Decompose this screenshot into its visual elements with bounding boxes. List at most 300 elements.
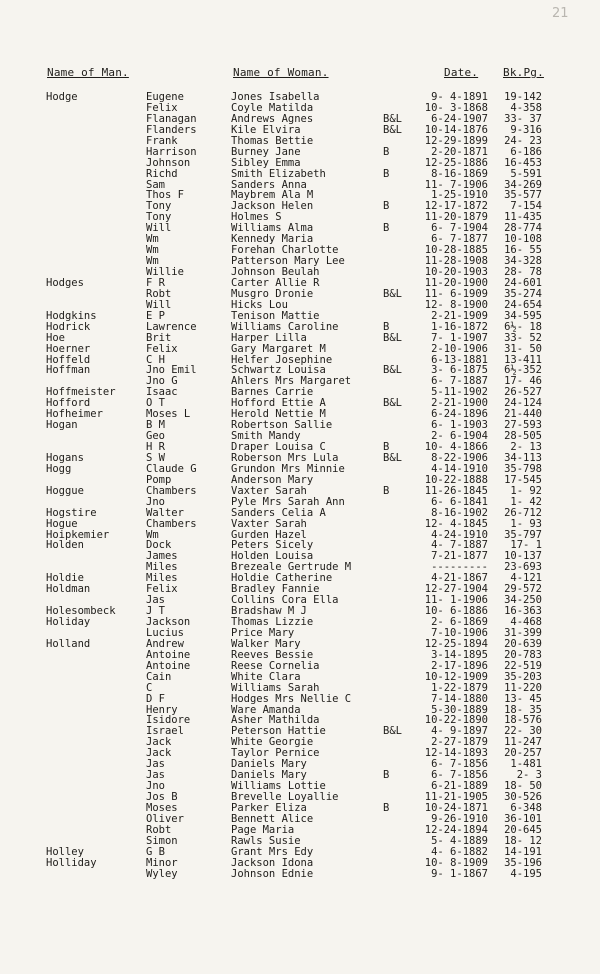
book-page: 34-250	[504, 594, 542, 607]
book-page: 33- 52	[504, 331, 542, 344]
man-given-name: Sam	[146, 178, 165, 191]
man-given-name: Antoine	[146, 659, 191, 672]
woman-name: Andrews Agnes	[231, 112, 314, 125]
record-flag: B&L	[383, 397, 402, 410]
marriage-date: 4-21-1867	[431, 572, 488, 585]
woman-name: Gurden Hazel	[231, 528, 307, 541]
woman-name: Thomas Lizzie	[231, 616, 314, 628]
woman-name: Tenison Mattie	[231, 309, 320, 322]
man-surname: Holdie	[46, 572, 84, 585]
woman-name: Smith Elizabeth	[231, 167, 326, 180]
man-given-name: Isidore	[146, 714, 191, 727]
book-page: 1-481	[510, 758, 542, 771]
marriage-date: 10- 6-1886	[424, 605, 488, 618]
woman-name: Brevelle Loyallie	[231, 791, 339, 803]
man-given-name: Jos B	[146, 791, 178, 803]
man-surname: Hoffman	[46, 364, 91, 377]
man-given-name: Jno Emil	[146, 364, 197, 377]
record-row	[0, 694, 600, 705]
record-flag: B&L	[383, 123, 402, 136]
man-surname: Hoffeld	[46, 353, 91, 366]
man-given-name: Wm	[146, 244, 159, 257]
man-given-name: F R	[146, 276, 165, 289]
man-given-name: Wyley	[146, 867, 178, 880]
book-page: 1- 93	[510, 517, 542, 530]
woman-name: Grant Mrs Edy	[231, 845, 314, 858]
marriage-date: 10-20-1903	[424, 266, 488, 278]
book-page: 35-797	[504, 528, 542, 541]
book-page: 6½-352	[504, 364, 542, 377]
marriage-date: 1-25-1910	[431, 189, 488, 202]
book-page: 10-108	[504, 233, 542, 246]
man-given-name: Jas	[146, 594, 165, 607]
book-page: 1- 42	[510, 495, 542, 508]
marriage-date: 12-24-1894	[424, 823, 488, 836]
marriage-date: 12-25-1894	[424, 637, 488, 650]
man-given-name: Flanders	[146, 123, 197, 136]
book-page: 16-453	[504, 156, 542, 169]
woman-name: Holden Louisa	[231, 550, 314, 563]
woman-name: Rawls Susie	[231, 834, 301, 847]
marriage-date: 11-21-1905	[424, 791, 488, 803]
man-given-name: H R	[146, 441, 165, 453]
marriage-date: 10-24-1871	[424, 801, 488, 814]
marriage-date: 10- 8-1909	[424, 856, 488, 869]
book-page: 17- 1	[510, 539, 542, 552]
book-page: 35-196	[504, 856, 542, 869]
marriage-date: 6-21-1889	[431, 780, 488, 793]
woman-name: Johnson Beulah	[231, 266, 320, 278]
man-given-name: Will	[146, 222, 172, 235]
book-page: 22- 30	[504, 725, 542, 738]
man-surname: Holesombeck	[46, 605, 116, 618]
man-given-name: Claude G	[146, 462, 197, 475]
man-given-name: Wm	[146, 233, 159, 246]
marriage-date: 6-24-1907	[431, 112, 488, 125]
man-given-name: Lawrence	[146, 320, 197, 333]
marriage-date: 11- 7-1906	[424, 178, 488, 191]
marriage-date: 9-26-1910	[431, 812, 488, 825]
record-row	[0, 158, 600, 169]
woman-name: White Clara	[231, 670, 301, 683]
marriage-date: 10- 4-1866	[424, 441, 488, 453]
book-page: 20-639	[504, 637, 542, 650]
marriage-date: 12- 8-1900	[424, 298, 488, 311]
man-given-name: Simon	[146, 834, 178, 847]
book-page: 11-435	[504, 211, 542, 224]
woman-name: Grundon Mrs Minnie	[231, 462, 345, 475]
marriage-date: 2-10-1906	[431, 342, 488, 355]
woman-name: Bennett Alice	[231, 812, 314, 825]
man-given-name: Robt	[146, 287, 172, 300]
record-flag: B&L	[383, 725, 402, 738]
book-page: 21-440	[504, 408, 542, 421]
record-flag: B&L	[383, 112, 402, 125]
record-flag: B	[383, 320, 390, 333]
woman-name: Parker Eliza	[231, 801, 307, 814]
woman-name: Peterson Hattie	[231, 725, 326, 738]
book-page: 35-274	[504, 287, 542, 300]
man-surname: Hofford	[46, 397, 91, 410]
book-page: 26-527	[504, 386, 542, 399]
man-given-name: Chambers	[146, 484, 197, 497]
marriage-date: 7-14-1880	[431, 692, 488, 705]
man-given-name: Harrison	[146, 145, 197, 158]
column-header-row	[0, 66, 600, 82]
book-page: 16- 55	[504, 244, 542, 257]
marriage-date: 6- 7-1856	[431, 758, 488, 771]
woman-name: Brezeale Gertrude M	[231, 561, 352, 574]
man-surname: Holliday	[46, 856, 97, 869]
marriage-date: 12-27-1904	[424, 583, 488, 596]
man-given-name: Minor	[146, 856, 178, 869]
record-row	[0, 672, 600, 683]
book-page: 24-124	[504, 397, 542, 410]
marriage-date: 2- 6-1904	[431, 430, 488, 443]
record-flag: B	[383, 484, 390, 497]
man-given-name: Moses L	[146, 408, 191, 421]
woman-name: Jackson Helen	[231, 200, 314, 213]
woman-name: Williams Alma	[231, 222, 314, 235]
woman-name: Patterson Mary Lee	[231, 255, 345, 268]
book-page: 29-572	[504, 583, 542, 596]
marriage-date: 5- 4-1889	[431, 834, 488, 847]
marriage-date: 6- 1-1903	[431, 419, 488, 432]
man-given-name: Felix	[146, 101, 178, 114]
marriage-date: 9- 4-1891	[431, 91, 488, 103]
woman-name: Bradley Fannie	[231, 583, 320, 596]
record-row	[0, 858, 600, 869]
woman-name: Ahlers Mrs Margaret	[231, 375, 352, 388]
book-page: 18- 50	[504, 780, 542, 793]
man-given-name: Miles	[146, 572, 178, 585]
book-page: 24-601	[504, 276, 542, 289]
man-given-name: Jackson	[146, 616, 191, 628]
man-given-name: Wm	[146, 255, 159, 268]
marriage-date: 7- 1-1907	[431, 331, 488, 344]
book-page: 16-363	[504, 605, 542, 618]
record-row	[0, 147, 600, 158]
marriage-date: 10-22-1890	[424, 714, 488, 727]
book-page: 14-191	[504, 845, 542, 858]
man-given-name: E P	[146, 309, 165, 322]
record-flag: B	[383, 200, 390, 213]
marriage-date: 6-24-1896	[431, 408, 488, 421]
woman-name: Ware Amanda	[231, 703, 301, 716]
record-flag: B	[383, 222, 390, 235]
marriage-date: 11-20-1900	[424, 276, 488, 289]
marriage-date: 6- 7-1877	[431, 233, 488, 246]
book-page: 17- 46	[504, 375, 542, 388]
man-surname: Hogg	[46, 462, 72, 475]
man-given-name: Dock	[146, 539, 172, 552]
man-given-name: Felix	[146, 342, 178, 355]
marriage-date: 8-16-1902	[431, 506, 488, 519]
header-date: Date.	[444, 66, 479, 79]
marriage-date: 4- 7-1887	[431, 539, 488, 552]
record-flag: B&L	[383, 331, 402, 344]
book-page: 34-113	[504, 451, 542, 464]
book-page: 1- 92	[510, 484, 542, 497]
header-name-of-woman: Name of Woman.	[233, 66, 329, 79]
woman-name: Williams Caroline	[231, 320, 339, 333]
marriage-date: 10-12-1909	[424, 670, 488, 683]
woman-name: Page Maria	[231, 823, 295, 836]
marriage-date: 10-22-1888	[424, 473, 488, 486]
marriage-date: 3- 6-1875	[431, 364, 488, 377]
man-given-name: Geo	[146, 430, 165, 443]
man-surname: Holland	[46, 637, 91, 650]
marriage-date: 4-14-1910	[431, 462, 488, 475]
record-flag: B	[383, 167, 390, 180]
man-given-name: G B	[146, 845, 165, 858]
book-page: 11-220	[504, 681, 542, 694]
book-page: 31- 50	[504, 342, 542, 355]
marriage-record-list	[0, 92, 600, 880]
book-page: 36-101	[504, 812, 542, 825]
man-surname: Hogue	[46, 517, 78, 530]
marriage-date: 7-10-1906	[431, 626, 488, 639]
record-flag: B	[383, 145, 390, 158]
man-surname: Hoe	[46, 331, 65, 344]
marriage-date: 12-25-1886	[424, 156, 488, 169]
woman-name: Sibley Emma	[231, 156, 301, 169]
man-given-name: Flanagan	[146, 112, 197, 125]
woman-name: Vaxter Sarah	[231, 517, 307, 530]
man-surname: Holley	[46, 845, 84, 858]
marriage-date: 6- 7-1904	[431, 222, 488, 235]
marriage-date: 11-26-1845	[424, 484, 488, 497]
woman-name: Price Mary	[231, 626, 295, 639]
marriage-date: 9- 1-1867	[431, 867, 488, 880]
page-number: 21	[552, 6, 569, 21]
woman-name: Daniels Mary	[231, 758, 307, 771]
book-page: 22-519	[504, 659, 542, 672]
marriage-date: 8-22-1906	[431, 451, 488, 464]
marriage-date: 4-24-1910	[431, 528, 488, 541]
man-surname: Hoffmeister	[46, 386, 116, 399]
book-page: 31-399	[504, 626, 542, 639]
man-surname: Hodrick	[46, 320, 91, 333]
man-given-name: Tony	[146, 211, 172, 224]
woman-name: Reese Cornelia	[231, 659, 320, 672]
record-flag: B&L	[383, 451, 402, 464]
marriage-date: 10-14-1876	[424, 123, 488, 136]
marriage-date: 2- 6-1869	[431, 616, 488, 628]
book-page: 30-526	[504, 791, 542, 803]
woman-name: Daniels Mary	[231, 769, 307, 782]
man-given-name: Brit	[146, 331, 172, 344]
man-given-name: B M	[146, 419, 165, 432]
record-row	[0, 519, 600, 530]
book-page: 34-595	[504, 309, 542, 322]
man-given-name: Isaac	[146, 386, 178, 399]
man-given-name: Andrew	[146, 637, 184, 650]
woman-name: Sanders Anna	[231, 178, 307, 191]
book-page: 4-468	[510, 616, 542, 628]
man-given-name: Miles	[146, 561, 178, 574]
woman-name: Jones Isabella	[231, 91, 320, 103]
book-page: 7-154	[510, 200, 542, 213]
book-page: 11-247	[504, 736, 542, 749]
man-given-name: S W	[146, 451, 165, 464]
man-surname: Hogan	[46, 419, 78, 432]
book-page: 4-195	[510, 867, 542, 880]
book-page: 2- 13	[510, 441, 542, 453]
book-page: 6-186	[510, 145, 542, 158]
marriage-date: 2-21-1900	[431, 397, 488, 410]
woman-name: Anderson Mary	[231, 473, 314, 486]
man-surname: Hoerner	[46, 342, 91, 355]
book-page: 9-316	[510, 123, 542, 136]
book-page: 33- 37	[504, 112, 542, 125]
marriage-date: 2-21-1909	[431, 309, 488, 322]
record-row	[0, 322, 600, 333]
man-given-name: Will	[146, 298, 172, 311]
man-given-name: James	[146, 550, 178, 563]
header-name-of-man: Name of Man.	[47, 66, 129, 79]
woman-name: Forehan Charlotte	[231, 244, 339, 257]
marriage-date: 1-16-1872	[431, 320, 488, 333]
man-given-name: Jack	[146, 736, 172, 749]
man-given-name: Chambers	[146, 517, 197, 530]
man-given-name: J T	[146, 605, 165, 618]
man-given-name: C	[146, 681, 153, 694]
book-page: 5-591	[510, 167, 542, 180]
marriage-date: 2-27-1879	[431, 736, 488, 749]
marriage-date: 11-28-1908	[424, 255, 488, 268]
woman-name: Smith Mandy	[231, 430, 301, 443]
woman-name: Hodges Mrs Nellie C	[231, 692, 352, 705]
marriage-date: 12-17-1872	[424, 200, 488, 213]
header-book-page: Bk.Pg.	[503, 66, 544, 79]
man-surname: Hogans	[46, 451, 84, 464]
record-row	[0, 333, 600, 344]
marriage-date: 3-14-1895	[431, 648, 488, 661]
marriage-date: 12- 4-1845	[424, 517, 488, 530]
record-flag: B	[383, 801, 390, 814]
book-page: 13-411	[504, 353, 542, 366]
man-given-name: Richd	[146, 167, 178, 180]
woman-name: Taylor Pernice	[231, 747, 320, 760]
woman-name: Hofford Ettie A	[231, 397, 326, 410]
book-page: 18-576	[504, 714, 542, 727]
woman-name: Walker Mary	[231, 637, 301, 650]
man-surname: Hogstire	[46, 506, 97, 519]
book-page: 6-348	[510, 801, 542, 814]
record-flag: B	[383, 441, 390, 453]
woman-name: Holdie Catherine	[231, 572, 333, 585]
marriage-date: 4- 6-1882	[431, 845, 488, 858]
woman-name: Helfer Josephine	[231, 353, 333, 366]
man-surname: Hodges	[46, 276, 84, 289]
man-given-name: Cain	[146, 670, 172, 683]
woman-name: Holmes S	[231, 211, 282, 224]
man-given-name: Felix	[146, 583, 178, 596]
record-row	[0, 869, 600, 880]
marriage-date: 2-20-1871	[431, 145, 488, 158]
woman-name: Robertson Sallie	[231, 419, 333, 432]
man-given-name: D F	[146, 692, 165, 705]
record-row	[0, 508, 600, 519]
man-given-name: Henry	[146, 703, 178, 716]
man-given-name: Frank	[146, 134, 178, 147]
woman-name: Gary Margaret M	[231, 342, 326, 355]
man-given-name: Jas	[146, 758, 165, 771]
record-row	[0, 847, 600, 858]
woman-name: Bradshaw M J	[231, 605, 307, 618]
book-page: 26-712	[504, 506, 542, 519]
man-given-name: Israel	[146, 725, 184, 738]
record-flag: B&L	[383, 287, 402, 300]
book-page: 28-774	[504, 222, 542, 235]
book-page: 23-693	[504, 561, 542, 574]
book-page: 20-257	[504, 747, 542, 760]
marriage-date: 11- 1-1906	[424, 594, 488, 607]
woman-name: Kile Elvira	[231, 123, 301, 136]
man-given-name: Johnson	[146, 156, 191, 169]
book-page: 35-798	[504, 462, 542, 475]
woman-name: Jackson Idona	[231, 856, 314, 869]
woman-name: Musgro Dronie	[231, 287, 314, 300]
man-given-name: Willie	[146, 266, 184, 278]
woman-name: Thomas Bettie	[231, 134, 314, 147]
woman-name: Schwartz Louisa	[231, 364, 326, 377]
marriage-date: 12-29-1899	[424, 134, 488, 147]
book-page: 18- 35	[504, 703, 542, 716]
man-surname: Hodge	[46, 91, 78, 103]
man-given-name: Tony	[146, 200, 172, 213]
man-given-name: C H	[146, 353, 165, 366]
woman-name: Asher Mathilda	[231, 714, 320, 727]
man-surname: Hoipkemier	[46, 528, 110, 541]
man-surname: Holdman	[46, 583, 91, 596]
man-given-name: Jno	[146, 495, 165, 508]
book-page: 18- 12	[504, 834, 542, 847]
man-surname: Hoggue	[46, 484, 84, 497]
man-given-name: Moses	[146, 801, 178, 814]
record-flag: B&L	[383, 364, 402, 377]
man-surname: Holiday	[46, 616, 91, 628]
record-row	[0, 169, 600, 180]
man-surname: Holden	[46, 539, 84, 552]
man-given-name: Robt	[146, 823, 172, 836]
marriage-date: 11-20-1879	[424, 211, 488, 224]
man-given-name: Thos F	[146, 189, 184, 202]
woman-name: Hicks Lou	[231, 298, 288, 311]
marriage-date: 10-28-1885	[424, 244, 488, 257]
marriage-date: 6- 7-1856	[431, 769, 488, 782]
man-given-name: Jack	[146, 747, 172, 760]
woman-name: Burney Jane	[231, 145, 301, 158]
marriage-date: 12-14-1893	[424, 747, 488, 760]
marriage-date: 5-30-1889	[431, 703, 488, 716]
man-given-name: O T	[146, 397, 165, 410]
woman-name: Roberson Mrs Lula	[231, 451, 339, 464]
man-surname: Hodgkins	[46, 309, 97, 322]
marriage-date: 6- 7-1887	[431, 375, 488, 388]
marriage-date: ---------	[431, 561, 488, 574]
marriage-date: 6- 6-1841	[431, 495, 488, 508]
marriage-date: 7-21-1877	[431, 550, 488, 563]
man-given-name: Oliver	[146, 812, 184, 825]
woman-name: White Georgie	[231, 736, 314, 749]
man-given-name: Jno G	[146, 375, 178, 388]
book-page: 28- 78	[504, 266, 542, 278]
woman-name: Maybrem Ala M	[231, 189, 314, 202]
marriage-date: 6-13-1881	[431, 353, 488, 366]
man-given-name: Jno	[146, 780, 165, 793]
